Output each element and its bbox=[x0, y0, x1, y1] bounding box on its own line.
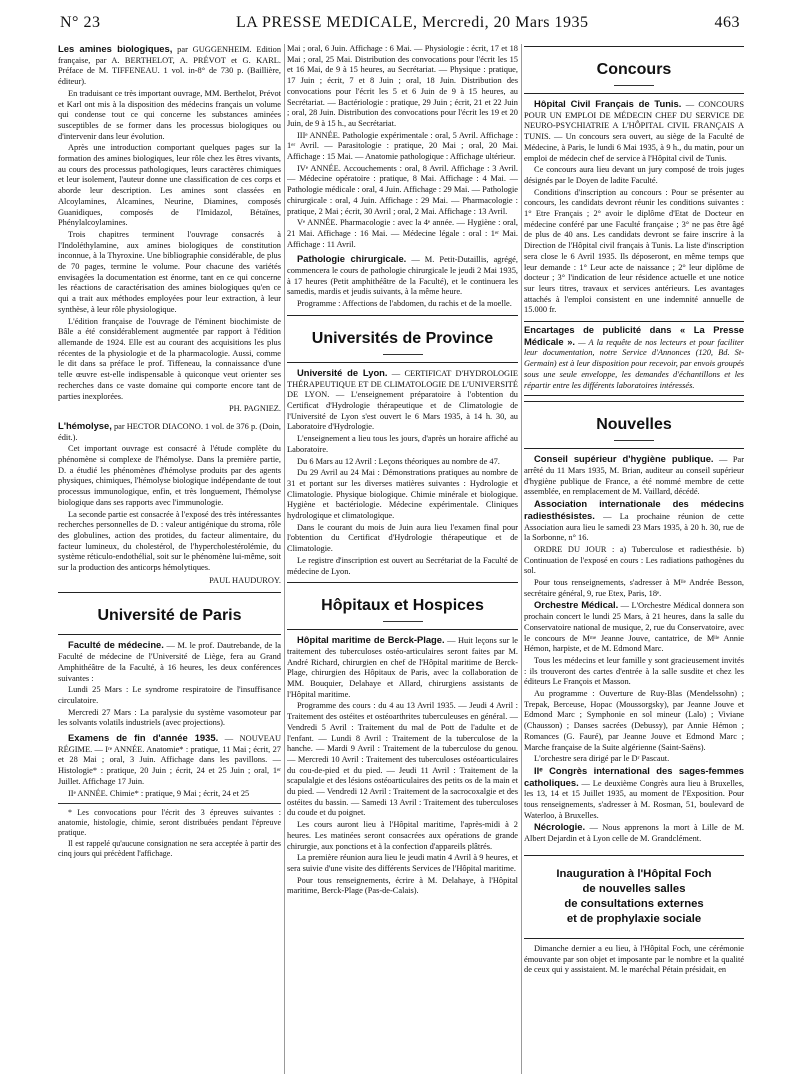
paragraph: Au programme : Ouverture de Ruy-Blas (Mendelssohn) ; Trepak, Berceuse, Hopac (Moussorgsky), par Jeanne Jouve et Edmond Marc ; Symphonie en sol mineur (Lalo) ; Viviane (Chausson) ; Danses sacrées (Debussy), par Annie Hémon ; Romances (G. Fauré), par Jeanne Jouve et Edmond Marc ; Marche française de la Suite algérienne (Saint-Saëns). bbox=[524, 689, 744, 752]
item-title: Orchestre Médical. bbox=[534, 599, 619, 611]
paragraph: Lundi 25 Mars : Le syndrome respiratoire de l'insuffisance circulatoire. bbox=[58, 685, 281, 705]
heading-line: Inauguration à l'Hôpital Foch bbox=[556, 867, 712, 880]
item-title: Faculté de médecine. bbox=[68, 639, 164, 651]
section-title: Hôpitaux et Hospices bbox=[321, 597, 484, 615]
paragraph: Dans le courant du mois de Juin aura lieu l'examen final pour l'obtention du Certificat d'Hydrologie thérapeutique et de Climatologie. bbox=[287, 522, 518, 554]
paragraph: Dimanche dernier a eu lieu, à l'Hôpital Foch, une cérémonie émouvante par son objet et imposante par le nombre et la qualité de ceux qui y assistaient. M. le maréchal Pétain présidait, en bbox=[524, 943, 744, 975]
column-divider bbox=[521, 44, 522, 1074]
item-title: Nécrologie. bbox=[534, 821, 586, 833]
short-rule bbox=[614, 440, 654, 441]
item-text: — A la requête de nos lecteurs et pour faciliter leur documentation, notre Service d'Annonces (120, Bd. St-Germain) est à leur disposition pour recevoir, par envois groupés sous une seule enveloppe, les demandes d'échantillons et les répartir entre les différents laboratoires intéressés. bbox=[524, 337, 744, 390]
paragraph: Après une introduction comportant quelques pages sur la formation des amines biologiques, leur rôle chez les êtres vivants, au cours des processus pathologiques, leurs caractères chimiques et leur isolement, l'auteur donne une classification de ces corps et aborde leur description. Les amines sont classées en Alcoylamines, Alcamines, Neurine, Diamines, composés Guanidiques, composés de l'Imidazol, Bétaïnes, Phénylalcoylamines. bbox=[58, 143, 281, 228]
item-title: Encartages de publicité dans « La Presse Médicale ». bbox=[524, 324, 744, 347]
item-title: Hôpital Civil Français de Tunis. bbox=[534, 98, 682, 109]
paragraph: Du 6 Mars au 12 Avril : Leçons théoriques au nombre de 47. bbox=[297, 456, 500, 466]
paragraph: L'enseignement a lieu tous les jours, d'après un horaire affiché au Laboratoire. bbox=[287, 434, 518, 454]
short-rule bbox=[383, 354, 423, 355]
news-item bbox=[524, 325, 744, 391]
item-text: — La prochaine réunion de cette Association aura lieu le samedi 23 Mars 1935, à 20 h. 30, rue de la Sorbonne, n° 16. bbox=[524, 511, 744, 543]
feature-heading bbox=[524, 867, 744, 927]
book-title: L'hémolyse, bbox=[58, 419, 112, 431]
paragraph: IIᵉ ANNÉE. Chimie* : pratique, 9 Mai ; écrit, 24 et 25 bbox=[68, 788, 250, 798]
book-meta: par GUGGENHEIM. Edition française, par A. BERTHELOT, A. PRÉVOT et G. KARL. Préface de M. TIFFENEAU. 1 vol. in-8° de 730 p. (Baillière, éditeur). bbox=[58, 45, 281, 87]
item-title: IIᵉ Congrès international des sages-femmes catholiques. bbox=[524, 764, 744, 788]
news-item bbox=[524, 499, 744, 544]
paragraph: L'édition française de l'ouvrage de l'éminent biochimiste de Bâle a été considérablement augmentée par rapport à l'édition allemande de 1924. Elle est au courant des acquisitions les plus récentes de la physiologie et de la pharmacologie. Aussi, comme le dit dans sa préface le prof. Tiffeneau, la connaissance d'une telle œuvre est-elle indispensable à quiconque veut orienter ses recherches dans ce vaste domaine qui comporte encore tant de parties inexplorées. bbox=[58, 316, 281, 401]
paragraph: Le registre d'inscription est ouvert au Secrétariat de la Faculté de médecine de Lyon. bbox=[287, 555, 518, 576]
paragraph: Programme des cours : du 4 au 13 Avril 1935. — Jeudi 4 Avril : Traitement des ostéites et ostéoarthrites tuberculeuses en général. — Vendredi 5 Avril : Traitement du mal de Pott de l'adulte et de l'enfant. — Lundi 8 Avril : Traitement de la tuberculose de la hanche. — Mardi 9 Avril : Traitement de la tuberculose du genou. — Mercredi 10 Avril : Traitement des tuberculoses ostéoarticulaires du cou-de-pied et du pied. — Jeudi 11 Avril : Traitement de la scapulalgie et des lésions ostéoarticulaires des petits os de la main et du pied. — Vendredi 12 Avril : Traitement de la sacrocoxalgie et des ostéites du bassin. — Samedi 13 Avril : Traitement des tuberculoses du coude et du poignet. bbox=[287, 701, 518, 818]
item-text: — M. le prof. Dautrebande, de la Faculté de médecine de l'Université de Liège, fera au Grand Amphithéâtre de la Faculté, à 16 heures, les deux conférences suivantes : bbox=[58, 641, 281, 683]
paragraph: Mercredi 27 Mars : La paralysie du système vasomoteur par les solvants volatils industriels (avec projections). bbox=[58, 707, 281, 728]
section-box bbox=[524, 401, 744, 449]
item-title: Examens de fin d'année 1935. bbox=[68, 732, 219, 744]
section-box bbox=[58, 592, 281, 635]
section-title: Nouvelles bbox=[596, 416, 672, 434]
news-item bbox=[58, 733, 281, 788]
book-review-hemolyse bbox=[58, 421, 281, 443]
paragraph: Programme : Affections de l'abdomen, du rachis et de la moelle. bbox=[297, 299, 512, 309]
notice-box bbox=[524, 321, 744, 396]
paragraph: ORDRE DU JOUR : a) Tuberculose et radiesthésie. b) Continuation de l'exposé en cours : Les radiations pathogènes du sol. bbox=[524, 544, 744, 576]
item-text: — M. Petit-Dutaillis, agrégé, commencera le cours de pathologie chirurgicale le jeudi 2 Mai 1935, à 17 heures (Petit amphithéâtre de la Faculté), et le continuera les samedis, mardis et jeudis suivants, à la même heure. bbox=[287, 255, 518, 297]
item-title: Conseil supérieur d'hygiène publique. bbox=[534, 453, 714, 465]
item-title: Pathologie chirurgicale. bbox=[297, 253, 407, 265]
item-text: — CERTIFICAT D'HYDROLOGIE THÉRAPEUTIQUE ET DE CLIMATOLOGIE DE L'UNIVERSITÉ DE LYON. — L'enseignement préparatoire à l'obtention du Certificat d'Hydrologie thérapeutique et de Climatologie de l'Université de Lyon s'est ouvert le 6 Mars 1935, à 14 h. 30, au Laboratoire d'Hydrologie. bbox=[287, 368, 518, 432]
paragraph: L'orchestre sera dirigé par le Dʳ Pascaut. bbox=[534, 754, 670, 764]
paragraph: Pour tous renseignements, écrire à M. Delahaye, à l'Hôpital maritime, Berck-Plage (Pas-de-Calais). bbox=[287, 875, 518, 896]
section-title: Universités de Province bbox=[311, 329, 494, 347]
item-text: — CONCOURS POUR UN EMPLOI DE MÉDECIN CHEF DU SERVICE DE NEURO-PSYCHIATRIE A L'HÔPITAL CIVIL FRANÇAIS A TUNIS. — Un concours sera ouvert, au siège de la Faculté de Médecine, à Paris, le lundi 6 Mai 1935, à 9 h., du matin, pour un emploi de médecin chef de service à l'Hôpital civil de Tunis. bbox=[524, 100, 744, 163]
section-title: Concours bbox=[596, 61, 672, 78]
column-3 bbox=[524, 44, 744, 1074]
section-title: Université de Paris bbox=[97, 607, 242, 625]
item-title: Association internationale des médecins radiesthésistes. bbox=[524, 498, 744, 521]
section-box bbox=[524, 46, 744, 94]
paragraph: Conditions d'inscription au concours : Pour se présenter au concours, les candidats devront réunir les conditions suivantes : 1° Etre Français ; 2° avoir le diplôme d'Etat de Docteur en médecine conféré par une Faculté française ; 3° ne pas être âgé de plus de 40 ans. Les candidats devront se faire inscrire à la Direction de l'Hôpital civil français à Tunis. La liste d'inscription sera close le 6 Avril 1935. Ils déposeront, en même temps que leur demande : 1° Leur acte de naissance ; 2° leur diplôme de docteur ; 3° l'indication de leur résidence actuelle et une notice sur leurs titres, travaux et services antérieurs. Les avantages attachés à l'emploi consistent en une indemnité annuelle de 15.000 fr. bbox=[524, 187, 744, 315]
item-title: Université de Lyon. bbox=[297, 366, 388, 378]
section-box bbox=[287, 315, 518, 363]
paragraph: Les cours auront lieu à l'Hôpital maritime, l'après-midi à 2 heures. Les matinées seront consacrées aux opérations de grande chirurgie, aux ponctions et à la confection d'appareils plâtrés. bbox=[287, 820, 518, 851]
paragraph: IVᵉ ANNÉE. Accouchements : oral, 8 Avril. Affichage : 3 Avril. — Médecine opératoire : pratique, 8 Mai. Affichage : 4 Mai. — Pathologie médicale : oral, 4 Juin. Affichage : 29 Mai. — Pathologie chirurgicale : oral, 4 Juin. Affichage : 29 Mai. — Pharmacologie : pratique, 2 Mai ; écrit, 30 Avril ; oral, 2 Mai. Affichage : 13 Avril. bbox=[287, 163, 518, 216]
footnote-rule bbox=[58, 803, 281, 804]
feature-box bbox=[524, 855, 744, 939]
item-text: — NOUVEAU RÉGIME. — Iʳᵉ ANNÉE. Anatomie* : pratique, 11 Mai ; écrit, 27 et 28 Mai ; oral, 3 Juin. Affichage dans les pavillons. — Histologie* : pratique, 20 Juin ; écrit, 24 et 25 Juin ; oral, 1ᵉʳ Juillet. Affichage 17 Juin. bbox=[58, 734, 281, 786]
item-text: — Nous apprenons la mort à Lille de M. Albert Dejardin et à Lyon celle de M. Grandclément. bbox=[524, 823, 744, 844]
paragraph: Pour tous renseignements, s'adresser à Mˡˡᵉ Andrée Besson, secrétaire général, 9, rue Etex, Paris, 18ᵉ. bbox=[524, 578, 744, 598]
item-text: — Le deuxième Congrès aura lieu à Bruxelles, les 13, 14 et 15 Juillet 1935, au moment de l'Exposition. Pour tous renseignements, s'adresser à M. Rosman, 51, boulevard de Waterloo, à Bruxelles. bbox=[524, 778, 744, 820]
news-item bbox=[58, 640, 281, 684]
paragraph: Mai ; oral, 6 Juin. Affichage : 6 Mai. — Physiologie : écrit, 17 et 18 Mai ; oral, 25 Mai. Distribution des convocations pour l'écrit les 15 et 16 Mai, de 9 à 15 heures, au Secrétariat. — Physique : pratique, 17 Juin ; écrit, 7 et 8 Juin ; oral, 18 Juin. Distribution des convocations pour l'écrit les 5 et 6 Juin de 9 à 15 heures, au Secrétariat. — Bactériologie : pratique, 29 Juin ; écrit, 21 et 22 Juin ; oral, 28 Juin. Distribution des convocations pour l'écrit les 19 et 20 Juin, de 9 à 15 h., au Secrétariat. bbox=[287, 44, 518, 128]
news-item bbox=[524, 99, 744, 164]
paragraph: Cet important ouvrage est consacré à l'étude complète du phénomène si complexe de l'hémolyse. Dans la première partie, D. a étudié les phénomènes d'hémolyse produits par des agents physiques, chimiques, l'hémolyse biologique indépendante de tout processus immunologique, enfin, et très longuement, l'hémolyse biologique dans ses rapports avec l'immunologie. bbox=[58, 444, 281, 507]
book-title: Les amines biologiques, bbox=[58, 44, 173, 54]
column-2 bbox=[287, 44, 518, 1074]
item-text: — Par arrêté du 11 Mars 1935, M. Brian, auditeur au conseil supérieur d'hygiène publique de France, a été nommé membre de cette assemblée, en remplacement de M. Vaillard, décédé. bbox=[524, 455, 744, 497]
footnote: Il est rappelé qu'aucune consignation ne sera acceptée à partir des cinq jours qui précèdent l'affichage. bbox=[58, 839, 281, 859]
book-meta: par HECTOR DIACONO. 1 vol. de 376 p. (Doin, édit.). bbox=[58, 421, 281, 442]
paragraph: Trois chapitres terminent l'ouvrage consacrés à l'Indoléthylamine, aux amines biologiques de constitution inconnue, à la Thyroxine. Une bibliographie considérable, de plus de 70 pages, termine le volume. Pour chacune des variétés envisagées la documentation est énorme, tant en ce qui concerne les réactions de caractérisation des amines biologiques qu'en ce qui a trait aux méthodes employées pour leur extraction, à leur synthèse, à leur rôle physiologique. bbox=[58, 229, 281, 314]
item-text: — L'Orchestre Médical donnera son prochain concert le lundi 25 Mars, à 21 heures, dans la salle du Conservatoire national de musique, 2, rue du Conservatoire, avec le concours de Mᵐᵉ Jeanne Jouve, cantatrice, de Mˡˡᵉ Annie Hémon, harpiste, et de M. Edmond Marc. bbox=[524, 601, 744, 654]
section-box bbox=[287, 582, 518, 630]
paragraph: La seconde partie est consacrée à l'exposé des très intéressantes recherches personnelles de D. : valeur antigénique du stroma, rôle des globulines, action des protides, du facteur alimentaire, du facteur lumineux, du cholestérol, de l'hypercholestérolémie, du système réticulo-endothélial, soit sur le phénomène lui-même, soit sur la production des anticorps hémolytiques. bbox=[58, 509, 281, 573]
news-item bbox=[524, 600, 744, 655]
paragraph: Vᵉ ANNÉE. Pharmacologie : avec la 4ᵉ année. — Hygiène : oral, 21 Mai. Affichage : 16 Mai. — Médecine légale : oral : 1ᵉʳ Mai. Affichage : 11 Avril. bbox=[287, 218, 518, 249]
journal-title: LA PRESSE MEDICALE, Mercredi, 20 Mars 1935 bbox=[236, 14, 589, 31]
news-item bbox=[524, 822, 744, 844]
paragraph: La première réunion aura lieu le jeudi matin 4 Avril à 9 heures, et sera suivie d'une visite des différents Services de l'Hôpital maritime. bbox=[287, 853, 518, 873]
heading-line: et de prophylaxie sociale bbox=[566, 912, 702, 925]
column-divider bbox=[284, 44, 285, 1074]
paragraph: IIIᵉ ANNÉE. Pathologie expérimentale : oral, 5 Avril. Affichage : 1ᵉʳ Avril. — Parasitologie : pratique, 20 Mai ; oral, 20 Mai. Affichage : 15 Mai. — Anatomie pathologique : Affichage ultérieur. bbox=[287, 130, 518, 162]
signature: PH. PAGNIEZ. bbox=[228, 404, 281, 414]
heading-line: de nouvelles salles bbox=[582, 882, 686, 895]
news-item bbox=[287, 368, 518, 433]
short-rule bbox=[383, 621, 423, 622]
footnote: * Les convocations pour l'écrit des 3 épreuves suivantes : anatomie, histologie, chimie, seront distribuées pendant l'épreuve pratique. bbox=[58, 808, 281, 838]
news-item bbox=[524, 454, 744, 498]
page-header bbox=[60, 14, 740, 34]
news-item bbox=[287, 635, 518, 700]
paragraph: Du 29 Avril au 24 Mai : Démonstrations pratiques au nombre de 31 et portant sur les diverses matières suivantes : Hydrologie et Climatologie. Physique biologique. Chimie minérale et biologique. Hygiène et bactériologie. Médecine expérimentale. Cliniques hydrologique et climatologique. bbox=[287, 468, 518, 521]
item-title: Hôpital maritime de Berck-Plage. bbox=[297, 634, 445, 646]
book-review-amines bbox=[58, 44, 281, 88]
short-rule bbox=[614, 85, 654, 86]
item-text: — Huit leçons sur le traitement des tuberculoses ostéo-articulaires seront faites par M. André Richard, chirurgien en chef de l'Hôpital maritime de Berck-Plage, chirurgien des Hôpitaux de Paris, avec la collaboration de MM. Bouquier, Delahaye et Allard, chirurgiens assistants de l'Hôpital maritime. bbox=[287, 636, 518, 699]
paragraph: Ce concours aura lieu devant un jury composé de trois juges désignés par le Doyen de ladite Faculté. bbox=[524, 165, 744, 185]
news-item bbox=[524, 766, 744, 822]
page-number: 463 bbox=[714, 14, 740, 31]
heading-line: de consultations externes bbox=[564, 897, 704, 910]
paragraph: Tous les médecins et leur famille y sont gracieusement invités : ils trouveront des cartes d'entrée à la salle susdite et chez les éditeurs Le François et Masson. bbox=[524, 655, 744, 687]
paragraph: En traduisant ce très important ouvrage, MM. Berthelot, Prévot et Karl ont mis à la disposition des médecins français un volume qui condense tout ce qui concerne les substances aminées susceptibles de se former dans les processus biologiques ou d'intervenir dans leur évolution. bbox=[58, 88, 281, 141]
signature: PAUL HAUDUROY. bbox=[209, 575, 281, 585]
news-item bbox=[287, 254, 518, 298]
issue-number: N° 23 bbox=[60, 14, 101, 31]
column-1 bbox=[58, 44, 281, 1074]
